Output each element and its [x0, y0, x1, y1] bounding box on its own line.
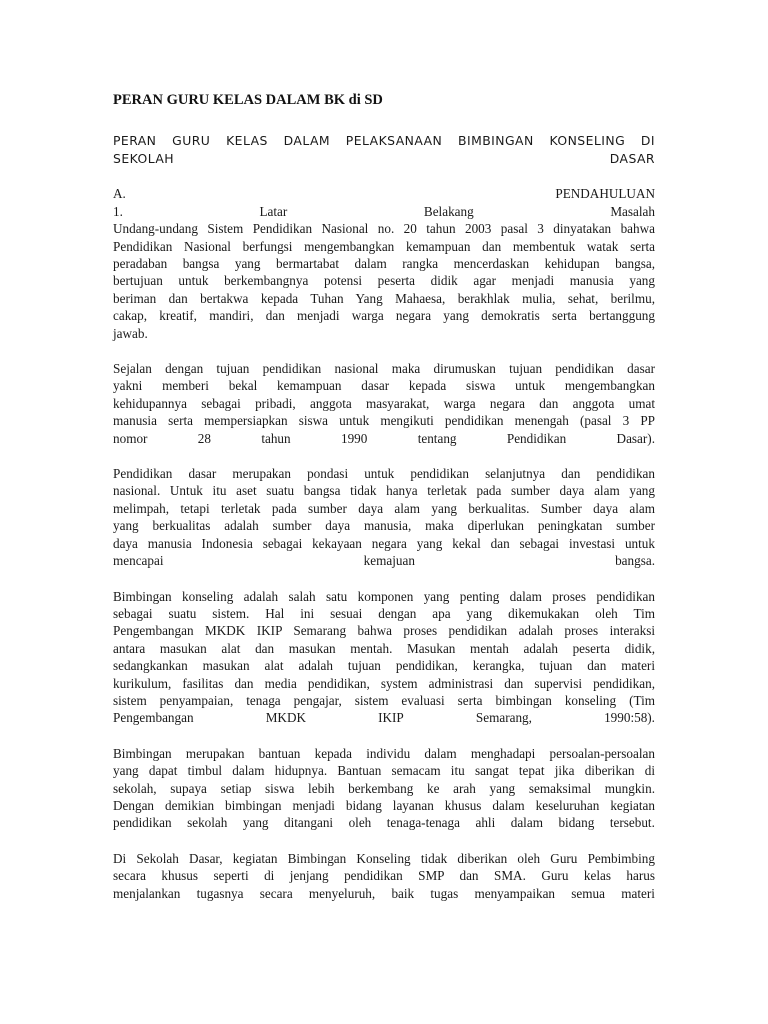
- paragraph-line: peradaban bangsa yang bermartabat dalam rangka mencerdaskan kehidupan bangsa,: [113, 256, 655, 272]
- paragraph-line: Di Sekolah Dasar, kegiatan Bimbingan Konseling tidak diberikan oleh Guru Pembimbing: [113, 850, 655, 866]
- subsection-word-1: Latar: [259, 203, 288, 219]
- paragraph-line: Bimbingan merupakan bantuan kepada individu dalam menghadapi persoalan-persoalan: [113, 745, 655, 761]
- paragraph-line: jawab.: [113, 325, 148, 341]
- body-paragraph: [113, 850, 655, 902]
- subsection-number: 1.: [113, 203, 123, 219]
- body-paragraph: [113, 360, 655, 447]
- paragraph-line: Sejalan dengan tujuan pendidikan nasional maka dirumuskan tujuan pendidikan dasar: [113, 361, 655, 377]
- paragraph-line: Dengan demikian bimbingan menjadi bidang layanan khusus dalam keseluruhan kegiatan: [113, 797, 655, 813]
- paragraph-line: sebagai suatu sistem. Hal ini sesuai dengan apa yang dikemukakan oleh Tim: [113, 605, 655, 621]
- subtitle-line-2: [113, 150, 655, 168]
- section-heading-text: PENDAHULUAN: [555, 186, 655, 202]
- body-paragraphs: [113, 220, 655, 902]
- paragraph-line: sedangkankan masukan alat adalah tujuan pendidikan, kerangka, tujuan dan materi: [113, 658, 655, 674]
- paragraph-line: Bimbingan konseling adalah salah satu komponen yang penting dalam proses pendidikan: [113, 588, 655, 604]
- paragraph-line: daya manusia Indonesia sebagai kekayaan negara yang kekal dan sebagai investasi untuk: [113, 535, 655, 551]
- section-marker: A.: [113, 186, 126, 202]
- body-paragraph: [113, 220, 655, 342]
- paragraph-line: yang berkualitas adalah sumber daya manusia, maka diperlukan peningkatan sumber: [113, 518, 655, 534]
- paragraph-line: sistem penyampaian, tenaga pengajar, sistem evaluasi serta bimbingan konseling (Tim: [113, 692, 655, 708]
- subtitle-line-1: PERAN GURU KELAS DALAM PELAKSANAAN BIMBINGAN KONSELING DI: [113, 133, 655, 148]
- subsection-word-2: Belakang: [423, 203, 474, 219]
- paragraph-line: kurikulum, fasilitas dan media pendidikan, system administrasi dan supervisi pendidikan,: [113, 675, 655, 691]
- subsection-word-3: Masalah: [610, 203, 655, 219]
- paragraph-line: pendidikan sekolah yang ditangani oleh tenaga-tenaga ahli dalam bidang tersebut.: [113, 815, 655, 831]
- paragraph-line: manusia serta mempersiapkan siswa untuk mengikuti pendidikan menengah (pasal 3 PP: [113, 413, 655, 429]
- body-paragraph: [113, 745, 655, 832]
- body-paragraph: [113, 588, 655, 727]
- paragraph-line: yakni memberi bekal kemampuan dasar kepada siswa untuk mengembangkan: [113, 378, 655, 394]
- document-title: PERAN GURU KELAS DALAM BK di SD: [113, 92, 383, 108]
- paragraph-line: melimpah, tetapi terletak pada sumber daya alam yang berkualitas. Sumber daya alam: [113, 500, 655, 516]
- paragraph-line: kehidupannya sebagai pribadi, anggota masyarakat, warga negara dan anggota umat: [113, 395, 655, 411]
- subtitle-line-2-right: DASAR: [609, 151, 655, 166]
- paragraph-line: cakap, kreatif, mandiri, dan menjadi warga negara yang demokratis serta bertanggung: [113, 308, 655, 324]
- paragraph-line: sekolah, supaya setiap siswa lebih berkembang ke arah yang semaksimal mungkin.: [113, 780, 655, 796]
- paragraph-line: Pengembangan MKDK IKIP Semarang, 1990:58).: [113, 710, 655, 726]
- paragraph-line: bertujuan untuk berkembangnya potensi peserta didik agar menjadi manusia yang: [113, 273, 655, 289]
- paragraph-line: mencapai kemajuan bangsa.: [113, 553, 655, 569]
- body-paragraph: [113, 465, 655, 569]
- subsection-heading: [113, 203, 655, 220]
- document-content: [113, 90, 655, 902]
- paragraph-line: Undang-undang Sistem Pendidikan Nasional no. 20 tahun 2003 pasal 3 dinyatakan bahwa: [113, 221, 655, 237]
- paragraph-line: Pengembangan MKDK IKIP Semarang bahwa proses pendidikan adalah proses interaksi: [113, 623, 655, 639]
- paragraph-line: secara khusus seperti di jenjang pendidikan SMP dan SMA. Guru kelas harus: [113, 868, 655, 884]
- paragraph-line: nasional. Untuk itu aset suatu bangsa tidak hanya terletak pada sumber daya alam yang: [113, 483, 655, 499]
- document-subtitle: [113, 132, 655, 168]
- paragraph-line: nomor 28 tahun 1990 tentang Pendidikan Dasar).: [113, 430, 655, 446]
- paragraph-line: Pendidikan Nasional berfungsi mengembangkan kemampuan dan membentuk watak serta: [113, 238, 655, 254]
- paragraph-line: beriman dan bertakwa kepada Tuhan Yang Mahaesa, berakhlak mulia, sehat, berilmu,: [113, 290, 655, 306]
- paragraph-line: menjalankan tugasnya secara menyeluruh, baik tugas menyampaikan semua materi: [113, 885, 655, 901]
- paragraph-line: yang dapat timbul dalam hidupnya. Bantuan semacam itu sangat tepat jika diberikan di: [113, 763, 655, 779]
- section-heading: [113, 185, 655, 202]
- paragraph-line: antara masukan alat dan masukan mentah. Masukan mentah adalah peserta didik,: [113, 640, 655, 656]
- subtitle-line-2-left: SEKOLAH: [113, 151, 175, 166]
- paragraph-line: Pendidikan dasar merupakan pondasi untuk pendidikan selanjutnya dan pendidikan: [113, 466, 655, 482]
